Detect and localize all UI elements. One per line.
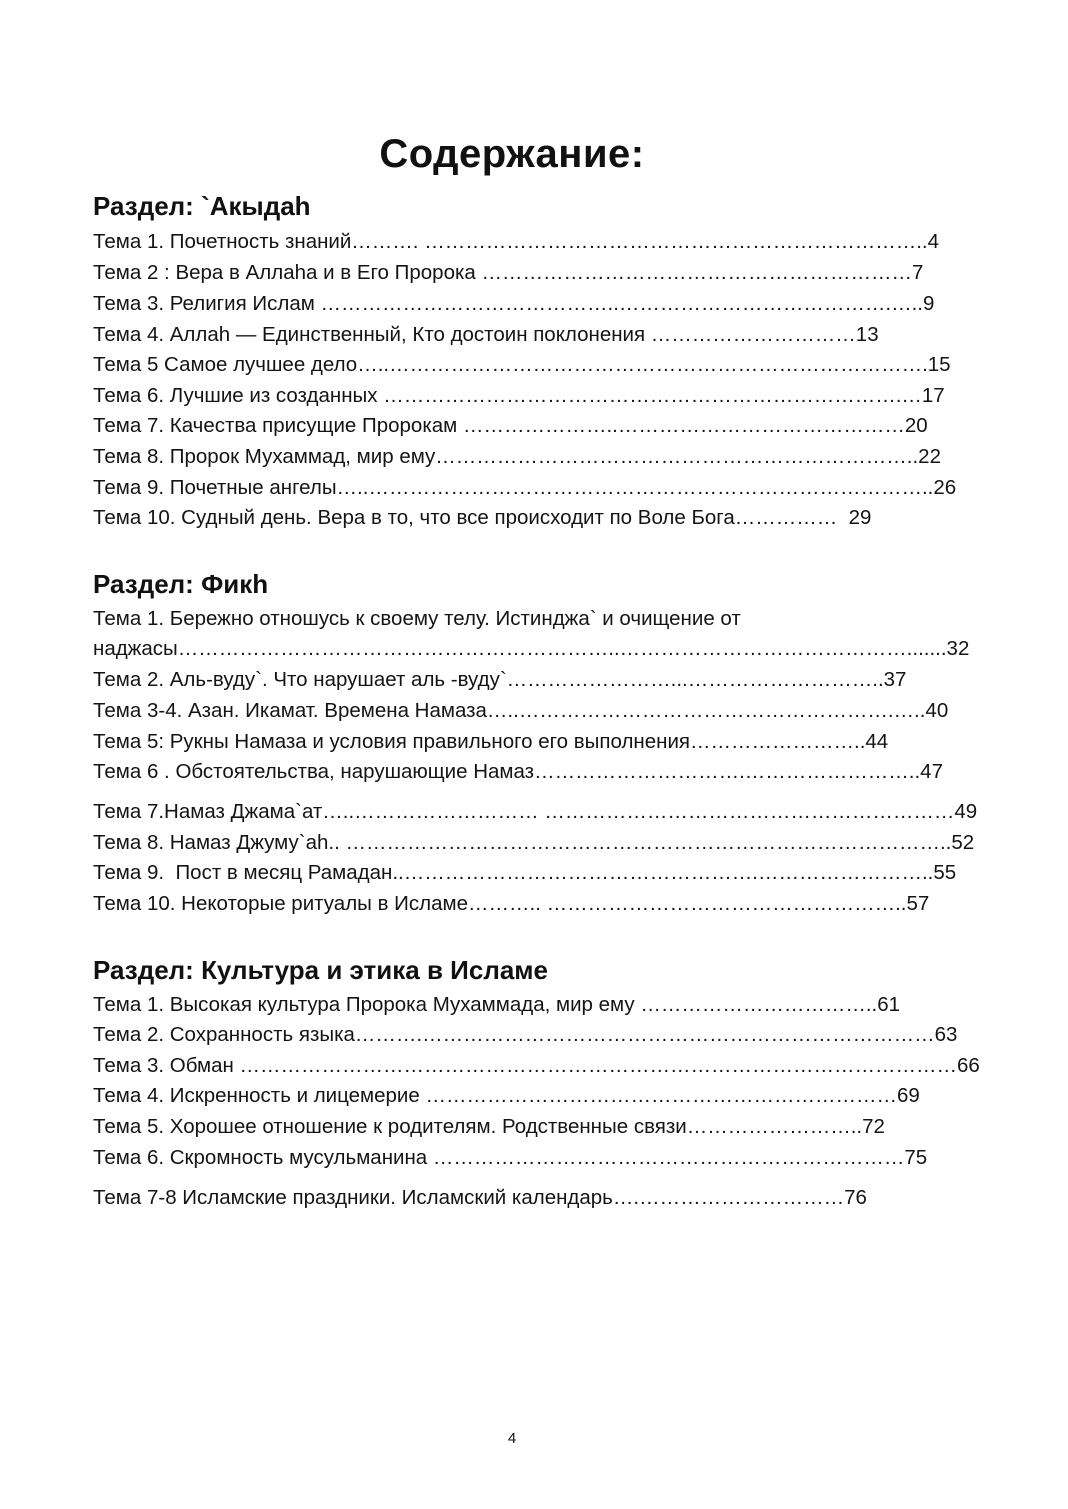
toc-entry: наджасы………………………………………………………..…………………………………….......32	[93, 637, 970, 660]
toc-entry: Тема 6. Лучшие из созданных ………………………………………………………………….…17	[93, 384, 945, 407]
toc-entry: Тема 3-4. Азан. Икамат. Времена Намаза…..……………………………………………….…..40	[93, 699, 949, 722]
toc-entry: Тема 7-8 Исламские праздники. Исламский календарь….…………………………76	[93, 1186, 867, 1209]
toc-entry: Тема 1. Высокая культура Пророка Мухаммада, мир ему ……………………………..61	[93, 993, 901, 1016]
toc-entry: Тема 5: Рукны Намаза и условия правильного его выполнения……………………..44	[93, 730, 889, 753]
toc-entry: Тема 9. Почетные ангелы…..………………………………………………………………………..26	[93, 476, 957, 499]
toc-entry: Тема 6. Скромность мусульманина ……………………………………………………………75	[93, 1146, 928, 1169]
toc-entry: Тема 2 : Вера в Аллаhа и в Его Пророка ………………………………………………………7	[93, 261, 924, 284]
section-heading-akyda: Раздел: `Акыдаh	[93, 191, 311, 221]
toc-entry: Тема 6 . Обстоятельства, нарушающие Намаз………………………….……………………..47	[93, 760, 943, 783]
toc-entry: Тема 8. Пророк Мухаммад, мир ему……………………………………………………………..22	[93, 445, 941, 468]
toc-entry: Тема 9. Пост в месяц Рамадан..…………………………………………….……………………..55	[93, 861, 957, 884]
page-number: 4	[507, 1430, 517, 1447]
toc-entry: Тема 5 Самое лучшее дело…..…………………………………………………………………….15	[93, 353, 951, 376]
toc-entry: Тема 3. Обман ……………………………………………………………………………………………66	[93, 1054, 980, 1077]
toc-entry: Тема 7. Качества присущие Пророкам …………………..……………………………………20	[93, 414, 928, 437]
toc-entry: Тема 4. Искренность и лицемерие ……………………………………………………………69	[93, 1084, 920, 1107]
section-heading-culture: Раздел: Культура и этика в Исламе	[93, 955, 548, 985]
section-heading-fikh: Раздел: Фикh	[93, 569, 269, 599]
toc-entry: Тема 3. Религия Ислам ……………………………………..………………………………….…..9	[93, 292, 935, 315]
toc-entry: Тема 5. Хорошее отношение к родителям. Родственные связи……………………..72	[93, 1115, 885, 1138]
toc-entry: Тема 1. Бережно отношусь к своему телу. Истинджа` и очищение от	[93, 607, 741, 630]
toc-entry: Тема 2. Сохранность языка……….…………………………………………………………………63	[93, 1023, 958, 1046]
toc-entry: Тема 10. Некоторые ритуалы в Исламе……….. ……………………………………………..57	[93, 892, 930, 915]
toc-entry: Тема 1. Почетность знаний………. ………………………………………………………………..4	[93, 230, 939, 253]
toc-entry: Тема 10. Судный день. Вера в то, что все происходит по Воле Бога…………… 29	[93, 506, 872, 529]
page-title: Содержание:	[379, 132, 645, 176]
toc-entry: Тема 8. Намаз Джуму`аh.. ……………………………………………………………………………..52	[93, 831, 975, 854]
toc-entry: Тема 4. Аллаh — Единственный, Кто достоин поклонения …………………………13	[93, 323, 879, 346]
toc-entry: Тема 7.Намаз Джама`ат…..……………………… ……………………………………………………49	[93, 800, 978, 823]
toc-entry: Тема 2. Аль-вуду`. Что нарушает аль -вуду`……………………...………………………..37	[93, 668, 907, 691]
